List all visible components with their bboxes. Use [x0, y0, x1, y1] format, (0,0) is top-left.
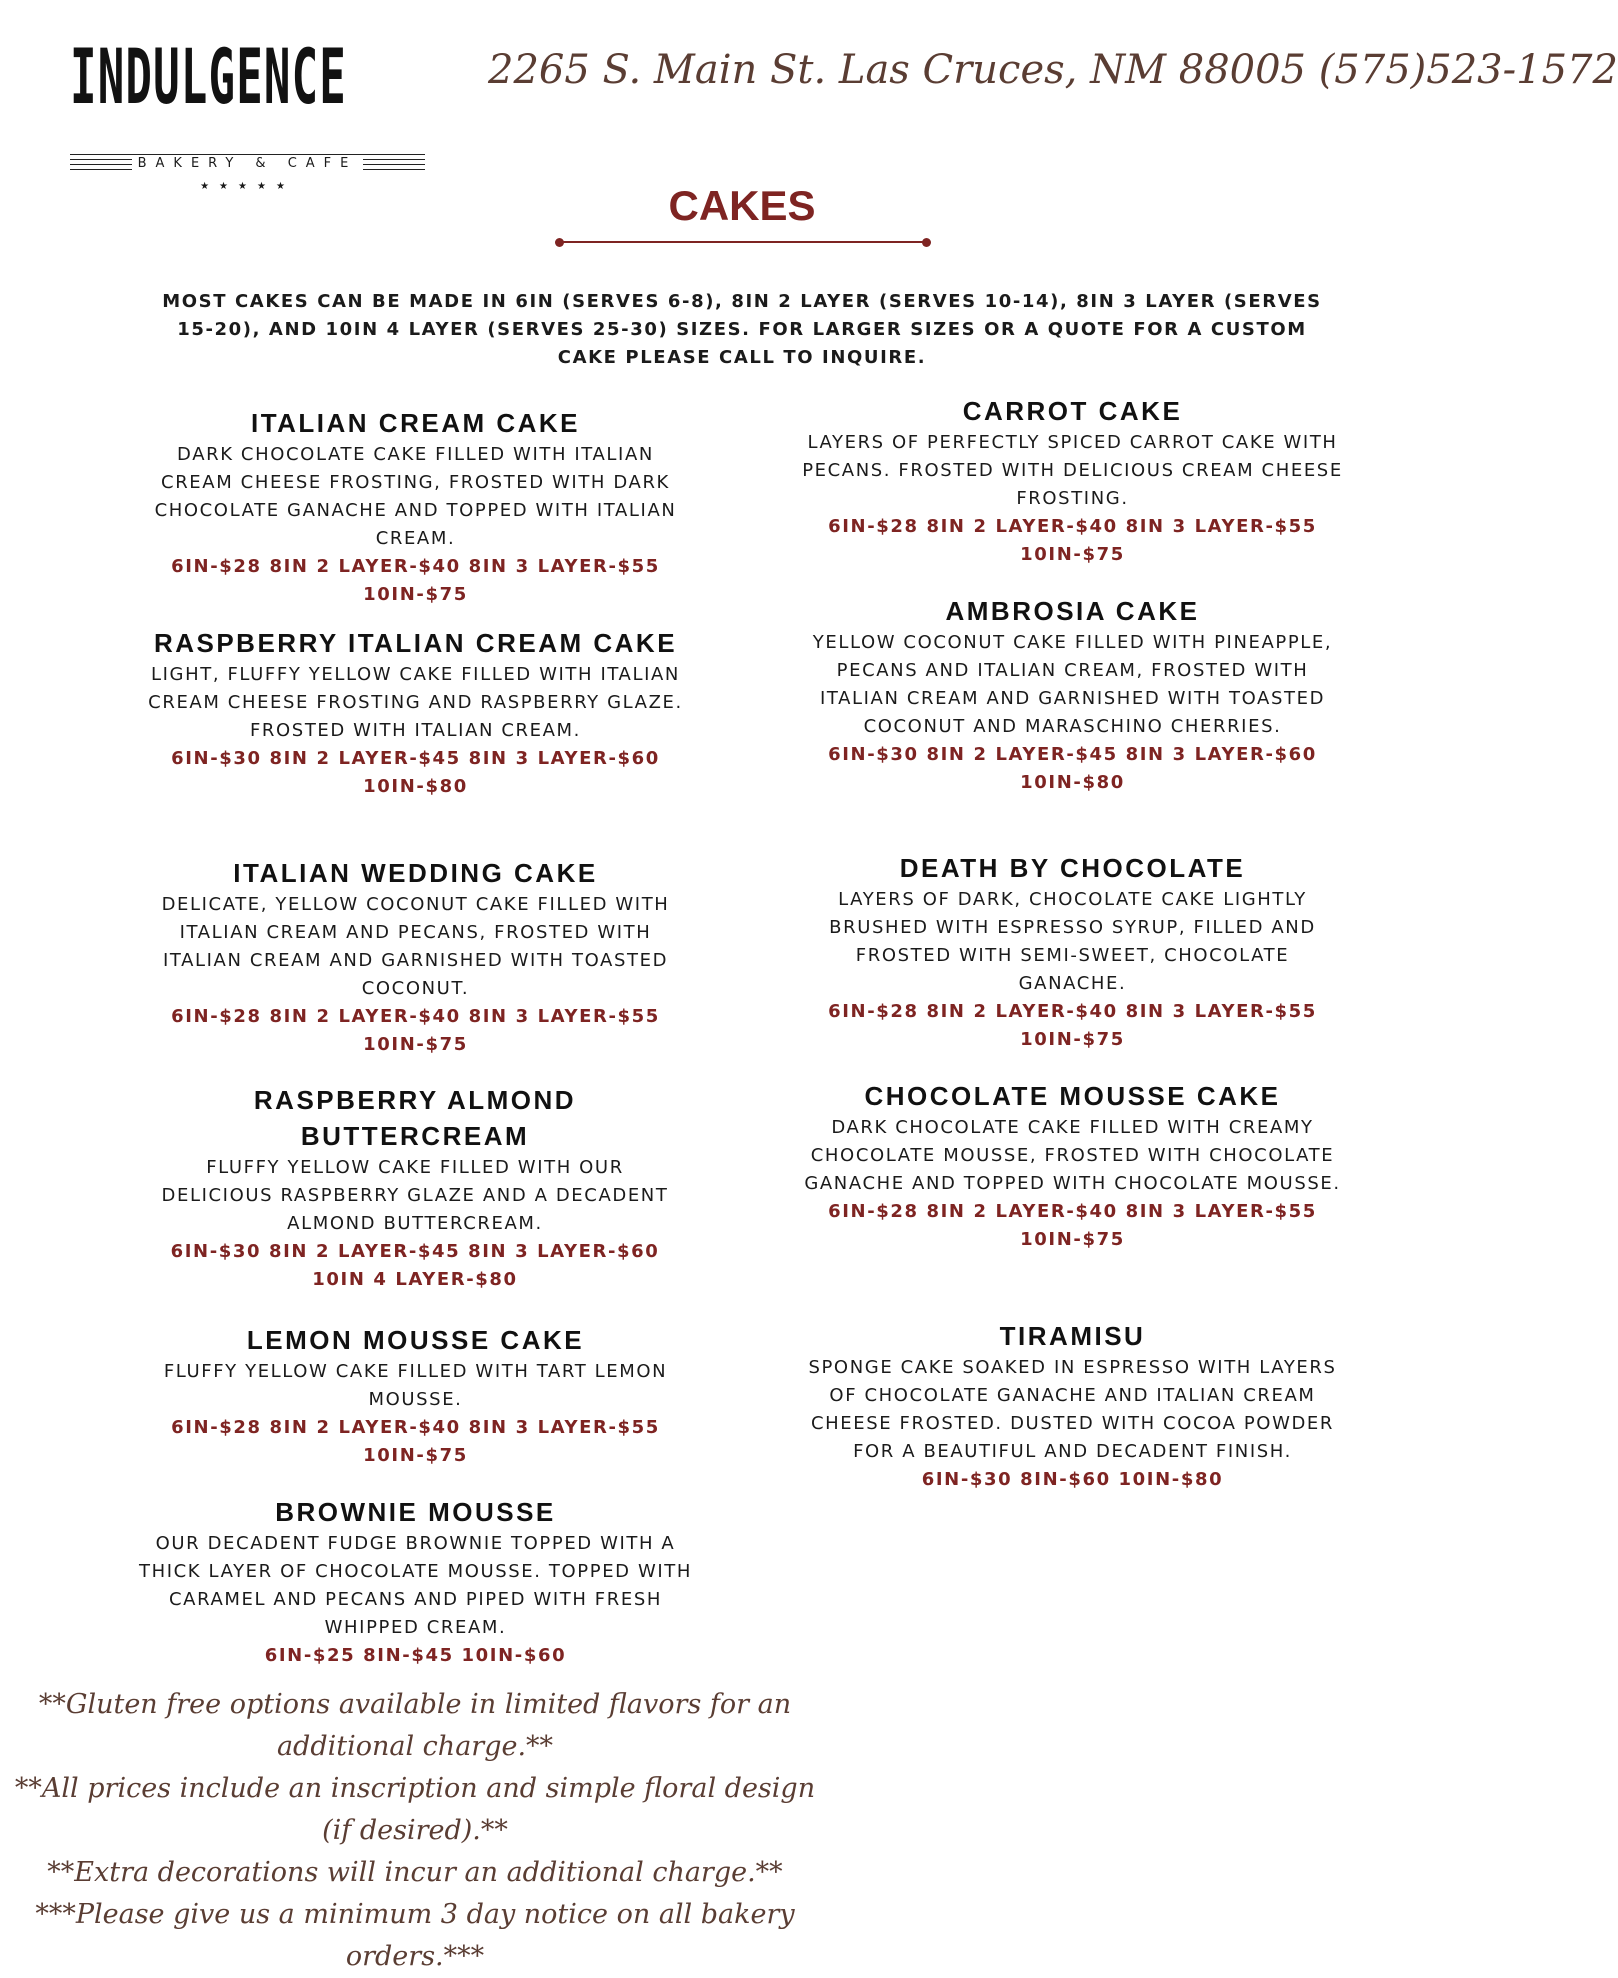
sizes-intro: MOST CAKES CAN BE MADE IN 6IN (SERVES 6-8), 8IN 2 LAYER (SERVES 10-14), 8IN 3 LAYER (SERVES 15-20), AND 10IN 4 LAYER (SERVES 25-30) SIZES. FOR LARGER SIZES OR A QUOTE FOR A CUSTOM CAKE PLEASE CALL TO INQUIRE. [162, 291, 1322, 368]
item-name: RASPBERRY ITALIAN CREAM CAKE [153, 628, 678, 658]
item-description: FLUFFY YELLOW CAKE FILLED WITH OUR DELICIOUS RASPBERRY GLAZE AND A DECADENT ALMOND BUTTERCREAM. [161, 1157, 669, 1234]
item-price: 6IN-$28 8IN 2 LAYER-$40 8IN 3 LAYER-$55 10IN-$75 [171, 556, 660, 605]
menu-item [800, 850, 1345, 1054]
item-price: 6IN-$28 8IN 2 LAYER-$40 8IN 3 LAYER-$55 10IN-$75 [828, 516, 1317, 565]
item-name: TIRAMISU [999, 1321, 1146, 1351]
item-description: DARK CHOCOLATE CAKE FILLED WITH CREAMY CHOCOLATE MOUSSE, FROSTED WITH CHOCOLATE GANACHE AND TOPPED WITH CHOCOLATE MOUSSE. [804, 1117, 1341, 1194]
item-description: SPONGE CAKE SOAKED IN ESPRESSO WITH LAYERS OF CHOCOLATE GANACHE AND ITALIAN CREAM CHEESE FROSTED. DUSTED WITH COCOA POWDER FOR A BEAUTIFUL AND DECADENT FINISH. [808, 1357, 1337, 1462]
note-minimum-notice: ***Please give us a minimum 3 day notice on all bakery orders.*** [35, 1899, 795, 1972]
bakery-address: 2265 S. Main St. Las Cruces, NM 88005 (575)523-1572 [488, 47, 1618, 93]
item-price: 6IN-$28 8IN 2 LAYER-$40 8IN 3 LAYER-$55 10IN-$75 [171, 1417, 660, 1466]
item-description: LAYERS OF PERFECTLY SPICED CARROT CAKE WITH PECANS. FROSTED WITH DELICIOUS CREAM CHEESE FROSTING. [802, 432, 1343, 509]
item-price: 6IN-$28 8IN 2 LAYER-$40 8IN 3 LAYER-$55 10IN-$75 [171, 1006, 660, 1055]
note-extra-decorations: **Extra decorations will incur an additional charge.** [47, 1857, 783, 1888]
title-divider [555, 236, 931, 248]
menu-item [138, 625, 693, 801]
logo-stars-icon: ★★★★★ [200, 181, 295, 192]
item-name: ITALIAN WEDDING CAKE [233, 858, 598, 888]
item-name: RASPBERRY ALMOND BUTTERCREAM [253, 1085, 577, 1151]
item-description: DARK CHOCOLATE CAKE FILLED WITH ITALIAN CREAM CHEESE FROSTING, FROSTED WITH DARK CHOCOLATE GANACHE AND TOPPED WITH ITALIAN CREAM. [154, 444, 677, 549]
menu-item [800, 393, 1345, 569]
menu-item [800, 1078, 1345, 1254]
item-name: AMBROSIA CAKE [945, 596, 1200, 626]
item-description: DELICATE, YELLOW COCONUT CAKE FILLED WITH ITALIAN CREAM AND PECANS, FROSTED WITH ITALIAN CREAM AND GARNISHED WITH TOASTED COCONUT. [161, 894, 670, 999]
note-gluten-free: **Gluten free options available in limited flavors for an additional charge.** [38, 1689, 792, 1762]
note-inscription: **All prices include an inscription and simple floral design (if desired).** [14, 1773, 816, 1846]
item-price: 6IN-$30 8IN 2 LAYER-$45 8IN 3 LAYER-$60 10IN-$80 [171, 748, 660, 797]
item-price: 6IN-$30 8IN 2 LAYER-$45 8IN 3 LAYER-$60 10IN-$80 [828, 744, 1317, 793]
item-description: LIGHT, FLUFFY YELLOW CAKE FILLED WITH ITALIAN CREAM CHEESE FROSTING AND RASPBERRY GLAZE. FROSTED WITH ITALIAN CREAM. [148, 664, 683, 741]
item-description: YELLOW COCONUT CAKE FILLED WITH PINEAPPLE, PECANS AND ITALIAN CREAM, FROSTED WITH ITALIAN CREAM AND GARNISHED WITH TOASTED COCONUT AND MARASCHINO CHERRIES. [812, 632, 1333, 737]
divider-line [559, 241, 927, 243]
item-price: 6IN-$28 8IN 2 LAYER-$40 8IN 3 LAYER-$55 10IN-$75 [828, 1201, 1317, 1250]
menu-item [160, 1082, 670, 1294]
menu-item [138, 405, 693, 609]
bakery-logo [70, 22, 430, 192]
item-description: OUR DECADENT FUDGE BROWNIE TOPPED WITH A THICK LAYER OF CHOCOLATE MOUSSE. TOPPED WITH CARAMEL AND PECANS AND PIPED WITH FRESH WHIPPED CREAM. [139, 1533, 692, 1638]
order-notes [0, 1684, 830, 1978]
item-name: BROWNIE MOUSSE [275, 1497, 556, 1527]
logo-wordmark: INDULGENCE [70, 32, 347, 121]
item-description: LAYERS OF DARK, CHOCOLATE CAKE LIGHTLY BRUSHED WITH ESPRESSO SYRUP, FILLED AND FROSTED WITH SEMI-SWEET, CHOCOLATE GANACHE. [829, 889, 1316, 994]
item-name: CARROT CAKE [962, 396, 1183, 426]
item-price: 6IN-$30 8IN 2 LAYER-$45 8IN 3 LAYER-$60 10IN 4 LAYER-$80 [170, 1241, 660, 1290]
divider-dot-icon [555, 238, 564, 247]
item-price: 6IN-$28 8IN 2 LAYER-$40 8IN 3 LAYER-$55 10IN-$75 [828, 1001, 1317, 1050]
logo-subtitle-text: BAKERY & CAFE [132, 156, 364, 171]
logo-subtitle [70, 152, 425, 176]
menu-item [138, 855, 693, 1059]
menu-item [800, 593, 1345, 797]
menu-item [800, 1318, 1345, 1494]
menu-item [138, 1494, 693, 1670]
menu-item [138, 1322, 693, 1470]
divider-dot-icon [922, 238, 931, 247]
item-name: ITALIAN CREAM CAKE [250, 408, 581, 438]
item-name: DEATH BY CHOCOLATE [899, 853, 1246, 883]
item-price: 6IN-$25 8IN-$45 10IN-$60 [264, 1645, 567, 1666]
item-name: LEMON MOUSSE CAKE [246, 1325, 585, 1355]
item-description: FLUFFY YELLOW CAKE FILLED WITH TART LEMON MOUSSE. [163, 1361, 668, 1410]
item-price: 6IN-$30 8IN-$60 10IN-$80 [921, 1469, 1224, 1490]
item-name: CHOCOLATE MOUSSE CAKE [864, 1081, 1281, 1111]
page-title: CAKES [668, 182, 816, 229]
